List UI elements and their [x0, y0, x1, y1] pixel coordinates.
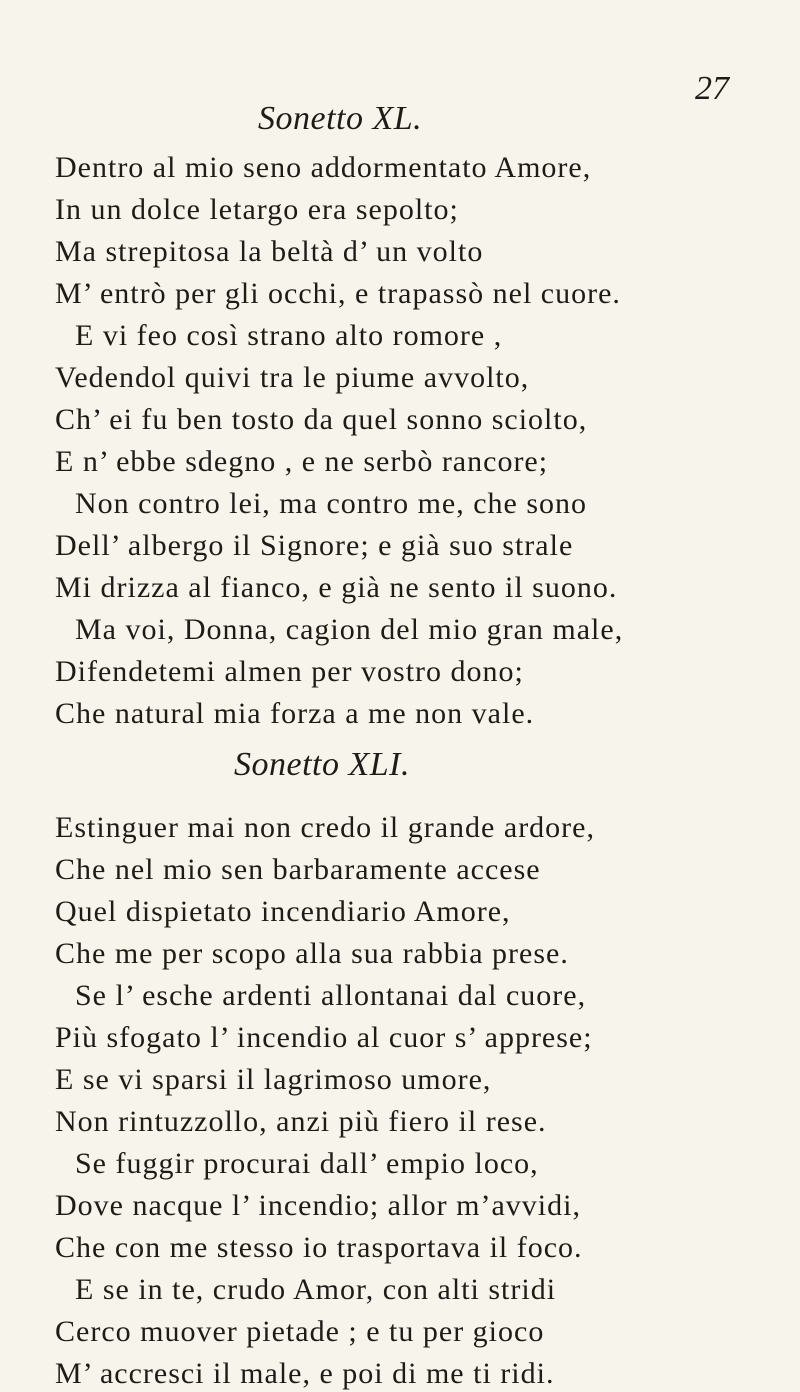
verse-line: Che con me stesso io trasportava il foco.	[55, 1231, 583, 1264]
verse-line: Estinguer mai non credo il grande ardore,	[55, 811, 595, 844]
page-number: 27	[695, 70, 729, 107]
verse-line: Non rintuzzollo, anzi più fiero il rese.	[55, 1105, 547, 1138]
verse-line: Difendetemi almen per vostro dono;	[55, 655, 524, 688]
verse-line: Che nel mio sen barbaramente accese	[55, 853, 541, 886]
verse-line: Ch’ ei fu ben tosto da quel sonno sciolto,	[55, 403, 588, 436]
verse-line: Ma voi, Donna, cagion del mio gran male,	[75, 613, 624, 646]
verse-line: Cerco muover pietade ; e tu per gioco	[55, 1315, 545, 1348]
verse-line: E se vi sparsi il lagrimoso umore,	[55, 1063, 492, 1096]
verse-line: Non contro lei, ma contro me, che sono	[75, 487, 588, 520]
verse-line: Ma strepitosa la beltà d’ un volto	[55, 235, 484, 268]
verse-line: E se in te, crudo Amor, con alti stridi	[75, 1273, 557, 1306]
verse-line: E vi feo così strano alto romore ,	[75, 319, 503, 352]
verse-line: Vedendol quivi tra le piume avvolto,	[55, 361, 530, 394]
verse-line: Dentro al mio seno addormentato Amore,	[55, 151, 592, 184]
verse-line: Più sfogato l’ incendio al cuor s’ apprese;	[55, 1021, 593, 1054]
verse-line: M’ entrò per gli occhi, e trapassò nel cuore.	[55, 277, 621, 310]
verse-line: Quel dispietato incendiario Amore,	[55, 895, 511, 928]
verse-line: Che natural mia forza a me non vale.	[55, 697, 535, 730]
verse-line: Mi drizza al fianco, e già ne sento il suono.	[55, 571, 618, 604]
sonnet-title: Sonetto XL.	[258, 100, 423, 137]
verse-line: Dell’ albergo il Signore; e già suo strale	[55, 529, 574, 562]
verse-line: M’ accresci il male, e poi di me ti ridi.	[55, 1357, 555, 1390]
verse-line: Che me per scopo alla sua rabbia prese.	[55, 937, 569, 970]
verse-line: Se l’ esche ardenti allontanai dal cuore,	[75, 979, 587, 1012]
sonnet-title: Sonetto XLI.	[234, 746, 410, 783]
verse-line: In un dolce letargo era sepolto;	[55, 193, 459, 226]
verse-line: Dove nacque l’ incendio; allor m’avvidi,	[55, 1189, 581, 1222]
verse-line: E n’ ebbe sdegno , e ne serbò rancore;	[55, 445, 549, 478]
verse-line: Se fuggir procurai dall’ empio loco,	[75, 1147, 539, 1180]
